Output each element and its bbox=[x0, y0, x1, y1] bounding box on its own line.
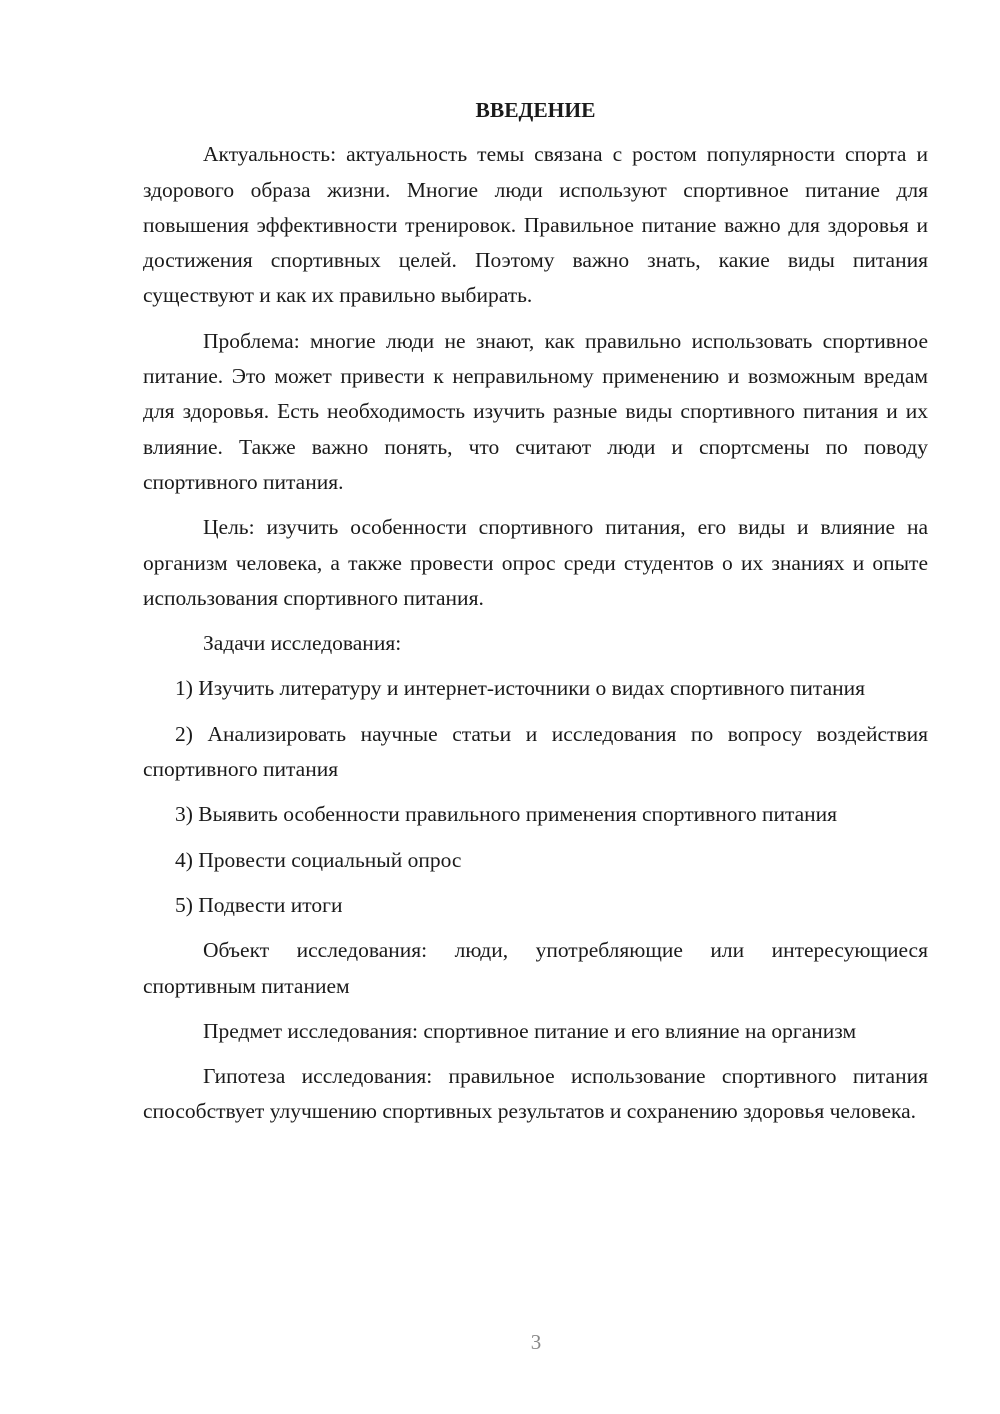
paragraph-tasks-heading: Задачи исследования: bbox=[203, 631, 402, 656]
document-body bbox=[143, 93, 928, 1130]
page-title: ВВЕДЕНИЕ bbox=[475, 98, 596, 122]
paragraph-subject: Предмет исследования: спортивное питание и его влияние на организм bbox=[203, 1018, 857, 1043]
paragraph-object: Объект исследования: люди, употребляющие или интересующиеся спортивным питанием bbox=[143, 938, 928, 998]
paragraph-goal: Цель: изучить особенности спортивного питания, его виды и влияние на организм человека, а также провести опрос среди студентов о их знаниях и опыте использования спортивного питания. bbox=[143, 515, 928, 610]
task-item-4: 4) Провести социальный опрос bbox=[175, 847, 462, 872]
task-item-5: 5) Подвести итоги bbox=[175, 892, 343, 917]
paragraph-hypothesis: Гипотеза исследования: правильное использование спортивного питания способствует улучшению спортивных результатов и сохранению здоровья человека. bbox=[143, 1064, 928, 1124]
paragraph-relevance: Актуальность: актуальность темы связана с ростом популярности спорта и здорового образа жизни. Многие люди используют спортивное питание для повышения эффективности тренировок. Правильное питание важно для здоровья и достижения спортивных целей. Поэтому важно знать, какие виды питания существуют и как их правильно выбирать. bbox=[143, 142, 928, 308]
task-item-3: 3) Выявить особенности правильного применения спортивного питания bbox=[175, 802, 838, 827]
task-item-1: 1) Изучить литературу и интернет-источники о видах спортивного питания bbox=[175, 676, 866, 701]
page-number: 3 bbox=[530, 1330, 542, 1354]
paragraph-problem: Проблема: многие люди не знают, как правильно использовать спортивное питание. Это может привести к неправильному применению и возможным вредам для здоровья. Есть необходимость изучить разные виды спортивного питания и их влияние. Также важно понять, что считают люди и спортсмены по поводу спортивного питания. bbox=[143, 328, 928, 494]
task-item-2: 2) Анализировать научные статьи и исследования по вопросу воздействия спортивного питания bbox=[143, 721, 928, 782]
